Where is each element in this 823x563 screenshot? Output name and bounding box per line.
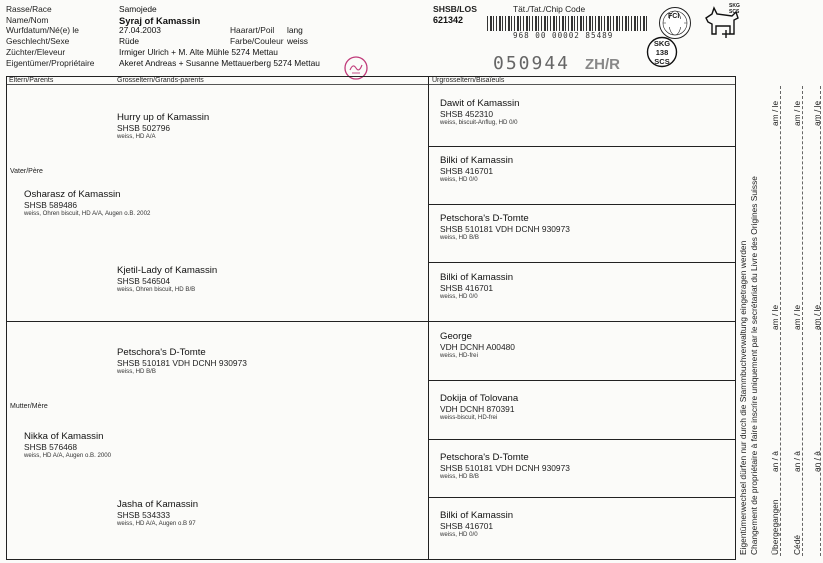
signature-line xyxy=(820,86,821,556)
dam-entry xyxy=(24,431,111,460)
dog-details: weiss, HD B/B xyxy=(117,368,156,375)
dog-reg: SHSB 576468 xyxy=(24,442,78,452)
dog-reg: SHSB 510181 VDH DCNH 930973 xyxy=(440,463,570,473)
shsb-label: SHSB/LOS xyxy=(433,4,477,14)
field-value: Irmiger Ulrich + M. Alte Mühle 5274 Mettau xyxy=(119,46,278,57)
transfer-text-fr: Changement de propriétaire à faire inscrire uniquement par le secrétariat du Livre des Origines Suisse xyxy=(749,176,759,555)
dog-reg: VDH DCNH A00480 xyxy=(440,342,515,352)
dog-details: weiss, HD A/A, Augen o.B 97 xyxy=(117,520,196,527)
skg-stamp-line3: SCS xyxy=(654,57,670,66)
am-le-label: am / le xyxy=(812,100,822,126)
dog-name: Dawit of Kamassin xyxy=(440,98,520,109)
fci-seal-icon xyxy=(658,6,692,40)
dog-details: weiss, HD B/B xyxy=(440,473,479,480)
dog-reg: SHSB 416701 xyxy=(440,283,494,293)
field-value: 27.04.2003 xyxy=(119,25,161,36)
field-value: Syraj of Kamassin xyxy=(119,14,201,26)
sire-label: Vater/Père xyxy=(10,168,43,175)
dog-name: Petschora's D-Tomte xyxy=(440,452,529,463)
dog-reg: SHSB 416701 xyxy=(440,521,494,531)
dog-name: Dokija of Tolovana xyxy=(440,393,519,404)
stamp-number: 050944 xyxy=(493,53,571,74)
skg-stamp-line1: SKG xyxy=(653,39,671,48)
corner-logo-top: SKG xyxy=(729,3,740,9)
dog-name: Hurry up of Kamassin xyxy=(117,112,210,123)
dog-name: George xyxy=(440,331,472,342)
shsb-number: 621342 xyxy=(433,15,464,25)
great-grandparent-entry xyxy=(440,331,515,360)
dog-name: Petschora's D-Tomte xyxy=(117,347,206,358)
great-grandparent-entry xyxy=(440,510,513,539)
field-value: Rüde xyxy=(119,36,140,47)
grandparent-entry xyxy=(117,347,247,376)
dog-reg: SHSB 502796 xyxy=(117,123,171,133)
dog-name: Jasha of Kamassin xyxy=(117,499,199,510)
dog-name: Bilki of Kamassin xyxy=(440,155,514,166)
color-label: Farbe/Couleur xyxy=(230,36,284,46)
field-label: Geschlecht/Sexe xyxy=(6,36,70,47)
pink-stamp-icon xyxy=(343,55,369,81)
great-grandparent-entry xyxy=(440,272,513,301)
am-le-label: am / le xyxy=(812,304,822,330)
dog-details: weiss, HD B/B xyxy=(440,234,479,241)
great-grandparent-entry xyxy=(440,98,519,127)
transfer-text-de: Eigentümerwechsel dürfen nur durch die Stammbuchverwaltung eingetragen werden xyxy=(738,240,748,555)
signature-line xyxy=(802,86,803,556)
field-label: Eigentümer/Propriétaire xyxy=(6,57,95,68)
barcode-icon xyxy=(487,16,647,31)
dog-reg: VDH DCNH 870391 xyxy=(440,404,515,414)
dog-details: weiss, HD A/A, Augen o.B. 2000 xyxy=(24,452,112,459)
dog-reg: SHSB 416701 xyxy=(440,166,494,176)
dog-reg: SHSB 452310 xyxy=(440,109,494,119)
dog-reg: SHSB 534333 xyxy=(117,510,171,520)
grandparent-entry xyxy=(117,265,217,294)
great-grandparents-header: Urgrosseltern/Bisaïeuls xyxy=(432,77,505,84)
dog-details: weiss, HD-frei xyxy=(440,352,478,359)
great-grandparent-entry xyxy=(440,213,570,242)
chip-label: Tät./Tat./Chip Code xyxy=(513,4,586,14)
dog-details: weiss, HD 0/0 xyxy=(440,293,478,300)
field-value: Samojede xyxy=(119,4,157,14)
grandparent-entry xyxy=(117,499,198,528)
parents-header: Eltern/Parents xyxy=(9,77,54,84)
sire-entry xyxy=(24,189,150,218)
field-label: Züchter/Eleveur xyxy=(6,46,66,57)
coat-value: lang xyxy=(287,25,303,35)
dog-name: Petschora's D-Tomte xyxy=(440,213,529,224)
field-label: Name/Nom xyxy=(6,14,49,25)
am-le-label: am / le xyxy=(770,100,780,126)
stamp-region: ZH/R xyxy=(585,56,620,73)
field-value: Akeret Andreas + Susanne Mettauerberg 5274 Mettau xyxy=(119,57,320,68)
coat-label: Haarart/Poil xyxy=(230,25,275,35)
dog-reg: SHSB 546504 xyxy=(117,276,171,286)
field-label: Rasse/Race xyxy=(6,4,52,14)
am-le-label: am / le xyxy=(792,100,802,126)
dog-reg: SHSB 589486 xyxy=(24,200,78,210)
am-le-label: am / le xyxy=(792,304,802,330)
corner-logo-bottom: SCS xyxy=(729,9,740,15)
dog-details: weiss-biscuit, HD-frei xyxy=(440,414,498,421)
an-a-label: an / à xyxy=(792,451,802,472)
dog-reg: SHSB 510181 VDH DCNH 930973 xyxy=(440,224,570,234)
dog-name: Kjetil-Lady of Kamassin xyxy=(117,265,218,276)
dog-details: weiss, Ohren biscuit, HD A/A, Augen o.B. 2002 xyxy=(24,210,151,217)
dam-label: Mutter/Mère xyxy=(10,403,48,410)
an-a-label: an / à xyxy=(770,451,780,472)
field-label: Wurfdatum/Né(e) le xyxy=(6,25,79,36)
dog-details: weiss, HD 0/0 xyxy=(440,531,478,538)
am-le-label: am / le xyxy=(770,304,780,330)
dog-details: weiss, HD 0/0 xyxy=(440,176,478,183)
skg-stamp-line2: 138 xyxy=(655,48,669,57)
grandparents-header: Grosseltern/Grands-parents xyxy=(117,77,204,84)
grandparent-entry xyxy=(117,112,209,141)
cede-label: Cédé xyxy=(792,534,802,555)
dog-name: Osharasz of Kamassin xyxy=(24,189,121,200)
signature-line xyxy=(780,86,781,556)
dog-details: weiss, Ohren biscuit, HD B/B xyxy=(117,286,196,293)
dog-name: Nikka of Kamassin xyxy=(24,431,104,442)
dog-name: Bilki of Kamassin xyxy=(440,510,514,521)
an-a-label: an / à xyxy=(812,451,822,472)
dog-name: Bilki of Kamassin xyxy=(440,272,514,283)
dog-details: weiss, HD A/A xyxy=(117,133,156,140)
great-grandparent-entry xyxy=(440,393,518,422)
chip-code: 968 00 00002 85489 xyxy=(513,31,614,40)
color-value: weiss xyxy=(287,36,308,46)
fci-label: FCI xyxy=(668,13,680,20)
ubergegangen-label: Übergegangen xyxy=(770,499,780,555)
great-grandparent-entry xyxy=(440,452,570,481)
great-grandparent-entry xyxy=(440,155,513,184)
dog-details: weiss, biscuit-Anflug, HD 0/0 xyxy=(440,119,518,126)
dog-reg: SHSB 510181 VDH DCNH 930973 xyxy=(117,358,247,368)
